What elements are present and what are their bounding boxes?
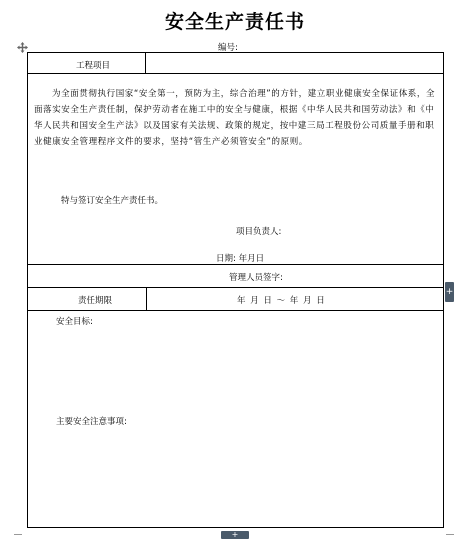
date-label: 日期: 年月日 — [216, 254, 265, 264]
term-value[interactable]: 年 月 日 ～ 年 月 日 — [237, 296, 325, 306]
row-divider — [28, 264, 443, 265]
intro-paragraph: 为全面贯彻执行国家“安全第一，预防为主，综合治理”的方针，建立职业健康安全保证体系，全面落实安全生产责任制，保护劳动者在施工中的安全与健康，根据《中华人民共和国劳动法》和《中华人民共和国安全生产法》以及国家有关法规、政策的规定，按中建三局工程股份公司质量手册和职业健康安全管理程序文件的要求，坚持“管生产必须管安全”的原则。 — [34, 89, 436, 147]
manager-sign-label: 管理人员签字: — [229, 273, 283, 283]
plus-icon[interactable]: + — [221, 531, 249, 539]
row-divider — [28, 310, 443, 311]
safety-goal-label: 安全目标: — [56, 317, 93, 327]
row-divider — [28, 73, 443, 74]
term-label: 责任期限 — [78, 296, 113, 306]
sign-statement: 特与签订安全生产责任书。 — [61, 196, 164, 206]
term-column-divider — [146, 287, 147, 310]
document-title: 安全生产责任书 — [164, 11, 305, 33]
page-corner-mark — [14, 534, 22, 543]
plus-icon[interactable]: + — [445, 282, 454, 302]
serial-number-label: 编号: — [218, 43, 238, 53]
project-column-divider — [145, 53, 146, 73]
page-corner-mark — [446, 534, 454, 543]
safety-notes-label: 主要安全注意事项: — [56, 417, 127, 427]
project-leader-label: 项目负责人: — [236, 227, 282, 237]
responsibility-table — [27, 52, 444, 528]
row-divider — [28, 287, 443, 288]
project-label: 工程项目 — [76, 61, 111, 71]
